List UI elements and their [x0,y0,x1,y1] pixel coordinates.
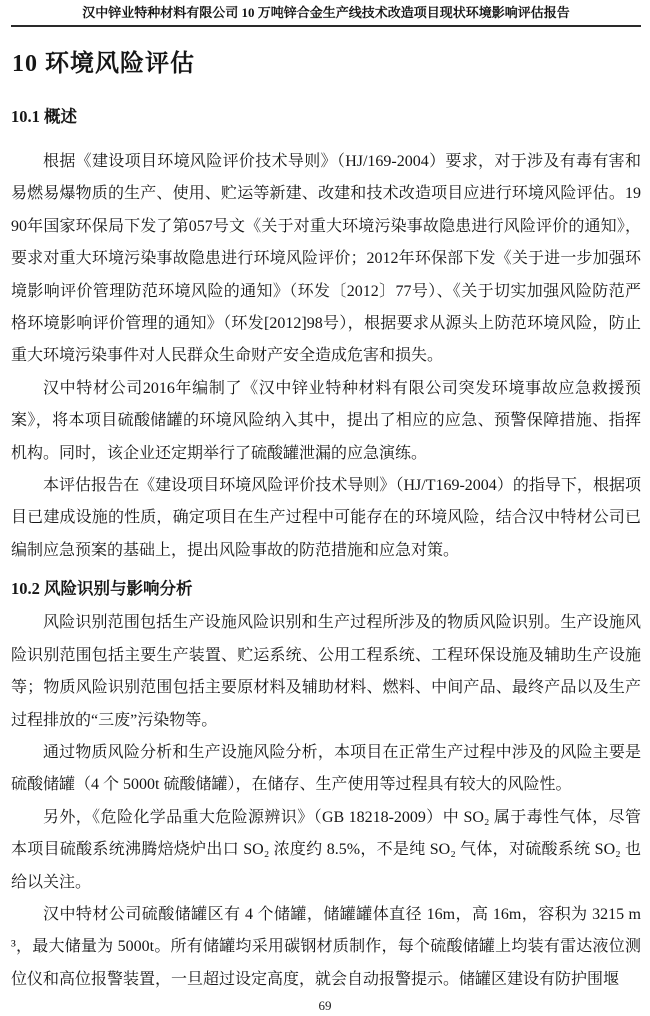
section-overview [11,106,641,567]
section-risk-identification [11,578,641,996]
paragraph: 通过物质风险分析和生产设施风险分析，本项目在正常生产过程中涉及的风险主要是硫酸储罐（4 个 5000t 硫酸储罐），在储存、生产使用等过程具有较大的风险性。 [11,743,641,794]
paragraph: 根据《建设项目环境风险评价技术导则》（HJ/169-2004）要求，对于涉及有毒有害和易燃易爆物质的生产、使用、贮运等新建、改建和技术改造项目应进行环境风险评估。1990年国家环保局下发了第057号文《关于对重大环境污染事故隐患进行风险评价的通知》，要求对重大环境污染事故隐患进行环境风险评价；2012年环保部下发《关于进一步加强环境影响评价管理防范环境风险的通知》（环发〔2012〕77号）、《关于切实加强风险防范严格环境影响评价管理的通知》（环发[2012]98号），根据要求从源头上防范环境风险，防止重大环境污染事件对人民群众生命财产安全造成危害和损失。 [11,153,641,365]
section-overview-heading: 10.1 概述 [11,107,77,126]
page-header: 汉中锌业特种材料有限公司 10 万吨锌合金生产线技术改造项目现状环境影响评估报告 [11,4,641,27]
page-number: 69 [318,998,332,1013]
section-risk-identification-heading: 10.2 风险识别与影响分析 [11,579,193,599]
paragraph: 另外，《危险化学品重大危险源辨识》（GB 18218-2009）中 SO₂ 属于毒性气体，尽管本项目硫酸系统沸腾焙烧炉出口 SO₂ 浓度约 8.5%，不是纯 SO₂ 气体，对硫酸系统 SO₂ 也给以关注。 [11,808,641,891]
paragraph: 汉中特材公司2016年编制了《汉中锌业特种材料有限公司突发环境事故应急救援预案》，将本项目硫酸储罐的环境风险纳入其中，提出了相应的应急、预警保障措施、指挥机构。同时，该企业还定期举行了硫酸罐泄漏的应急演练。 [11,379,641,462]
paragraph: 本评估报告在《建设项目环境风险评价技术导则》（HJ/T169-2004）的指导下，根据项目已建成设施的性质，确定项目在生产过程中可能存在的环境风险，结合汉中特材公司已编制应急预案的基础上，提出风险事故的防范措施和应急对策。 [11,477,641,559]
paragraph: 风险识别范围包括生产设施风险识别和生产过程所涉及的物质风险识别。生产设施风险识别范围包括主要生产装置、贮运系统、公用工程系统、工程环保设施及辅助生产设施等；物质风险识别范围包括主要原材料及辅助材料、燃料、中间产品、最终产品以及生产过程排放的“三废”污染物等。 [11,614,641,729]
document-body [11,49,641,996]
chapter-title: 10 环境风险评估 [12,51,195,77]
paragraph: 汉中特材公司硫酸储罐区有 4 个储罐，储罐罐体直径 16m，高 16m，容积为 3215 m³，最大储量为 5000t。所有储罐均采用碳钢材质制作，每个硫酸储罐上均装有雷达液位测位仪和高位报警装置，一旦超过设定高度，就会自动报警提示。储罐区建设有防护围堰 [11,905,641,988]
